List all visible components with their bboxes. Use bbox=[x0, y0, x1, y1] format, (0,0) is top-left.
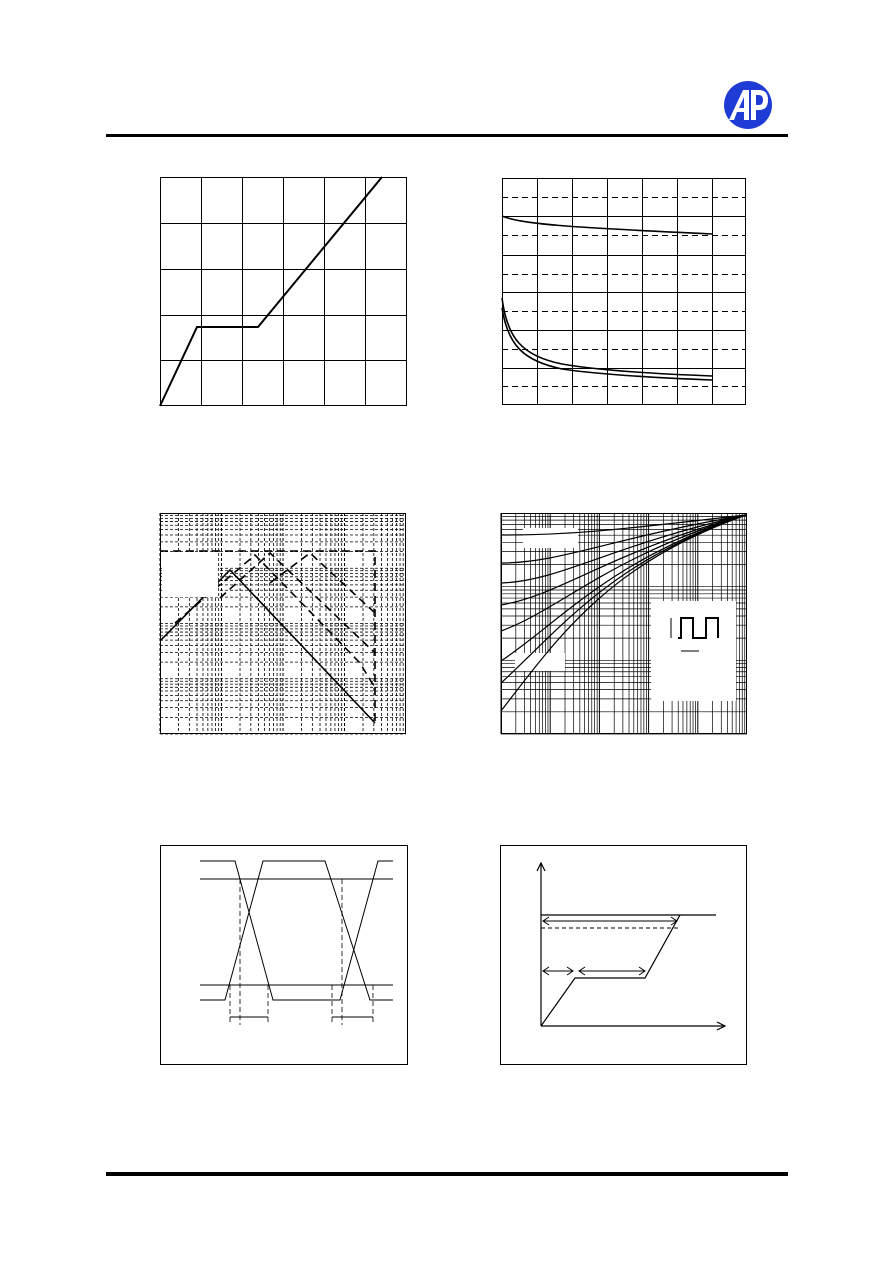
footer-rule bbox=[106, 1172, 788, 1176]
figure-capacitance-chart bbox=[502, 178, 747, 406]
legend-box bbox=[162, 553, 218, 597]
figure-gate-charge-diagram bbox=[500, 845, 748, 1066]
figure-gate-charge-chart bbox=[160, 177, 408, 407]
figure-thermal-response-chart bbox=[501, 513, 748, 735]
figure-safe-operating-area-chart bbox=[160, 513, 407, 735]
ap-logo-icon bbox=[723, 80, 773, 130]
header-rule bbox=[106, 134, 788, 137]
figure-switching-waveform-diagram bbox=[160, 845, 409, 1066]
